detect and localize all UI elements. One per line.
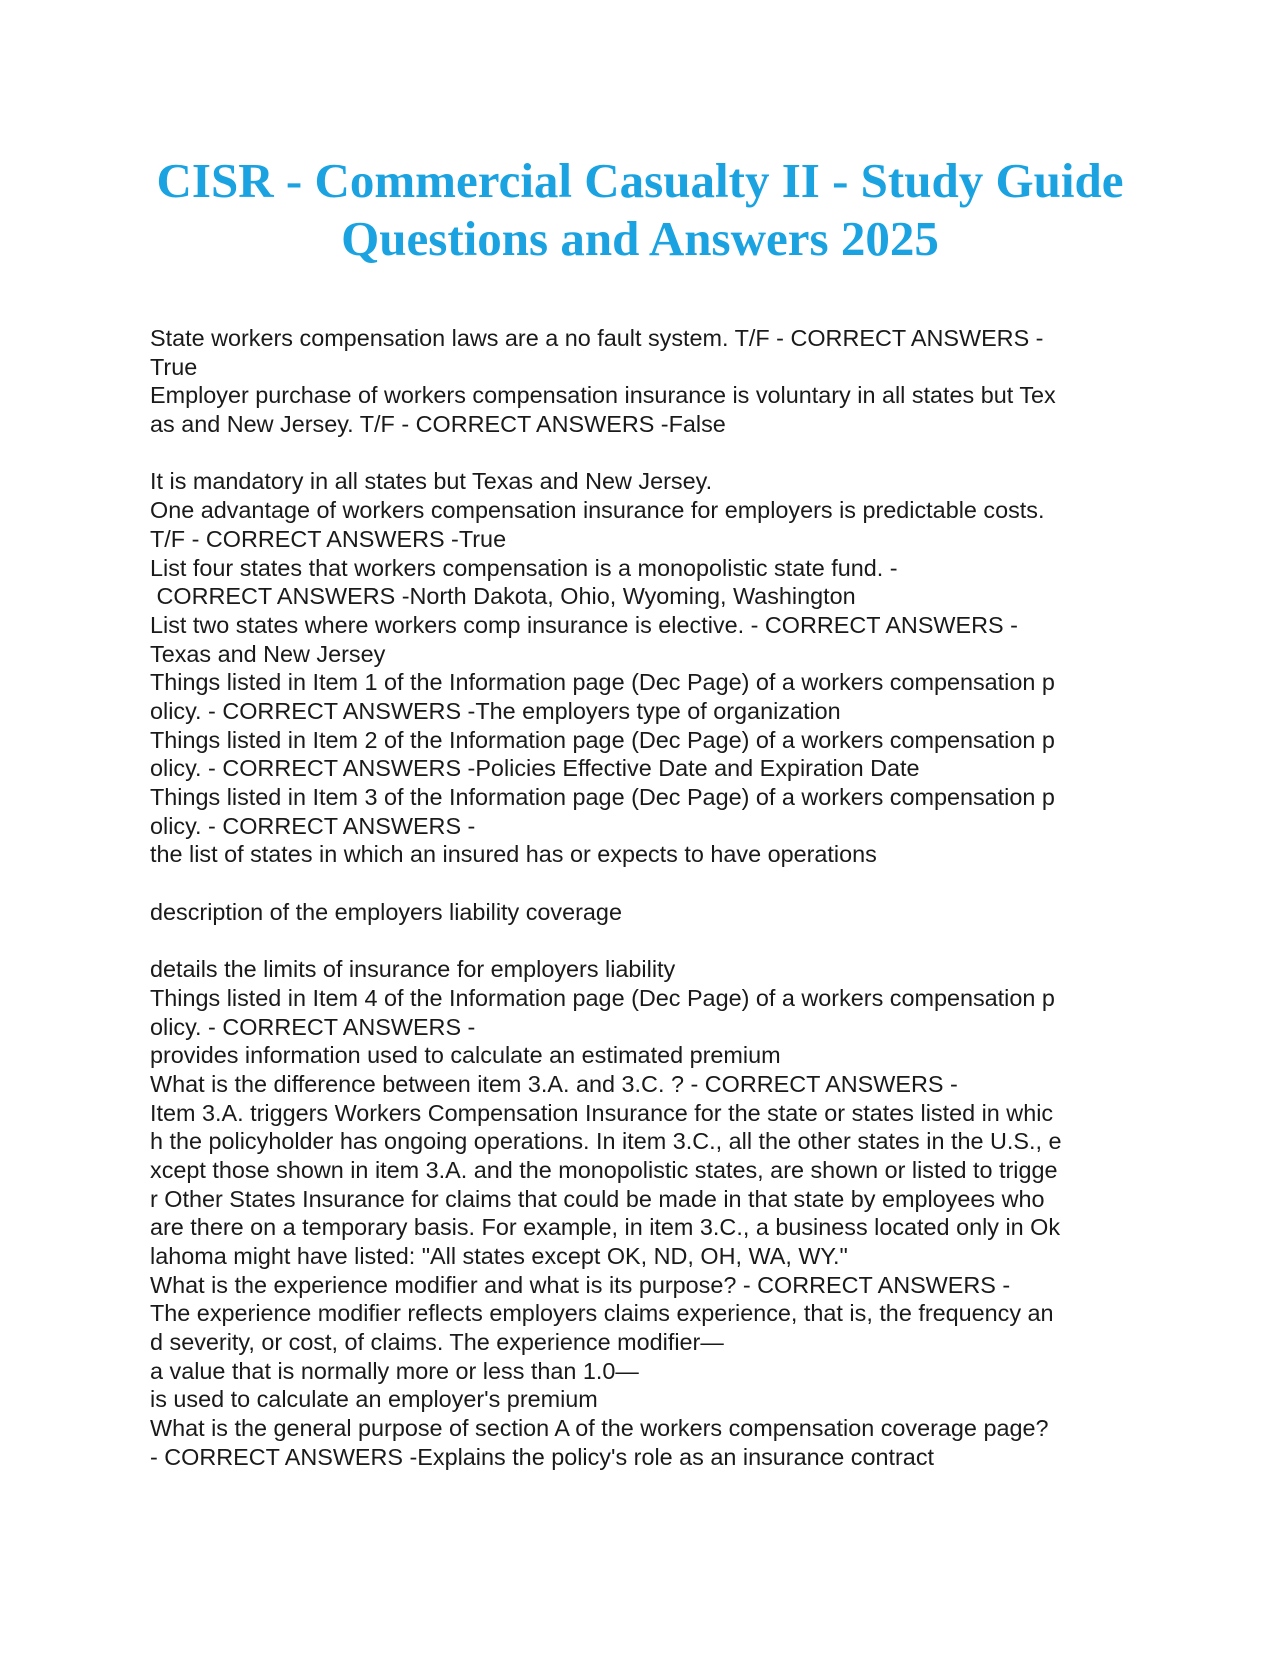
text-line: as and New Jersey. T/F - CORRECT ANSWERS -False bbox=[150, 411, 726, 438]
text-line: d severity, or cost, of claims. The experience modifier— bbox=[150, 1329, 724, 1356]
text-line: olicy. - CORRECT ANSWERS - bbox=[150, 1013, 476, 1040]
text-line: List four states that workers compensation is a monopolistic state fund. - bbox=[150, 554, 898, 581]
text-line bbox=[150, 926, 1150, 955]
text-line: lahoma might have listed: "All states except OK, ND, OH, WA, WY." bbox=[150, 1243, 848, 1269]
text-line: Employer purchase of workers compensation insurance is voluntary in all states but Tex bbox=[150, 382, 1056, 409]
text-line: is used to calculate an employer's premium bbox=[150, 1386, 598, 1413]
document-title: CISR - Commercial Casualty II - Study Guide Questions and Answers 2025 bbox=[156, 153, 1124, 266]
text-line: h the policyholder has ongoing operations. In item 3.C., all the other states in the U.S., e bbox=[150, 1128, 1062, 1155]
text-line: provides information used to calculate an estimated premium bbox=[150, 1042, 781, 1069]
text-line: Things listed in Item 1 of the Information page (Dec Page) of a workers compensation p bbox=[150, 669, 1055, 696]
text-line: Things listed in Item 4 of the Information page (Dec Page) of a workers compensation p bbox=[150, 984, 1055, 1011]
text-line: State workers compensation laws are a no fault system. T/F - CORRECT ANSWERS - bbox=[150, 325, 1044, 351]
text-line: What is the general purpose of section A of the workers compensation coverage page? bbox=[150, 1415, 1049, 1442]
text-line: Texas and New Jersey bbox=[150, 640, 386, 667]
text-line: List two states where workers comp insurance is elective. - CORRECT ANSWERS - bbox=[150, 611, 1018, 638]
text-line: a value that is normally more or less than 1.0— bbox=[150, 1357, 639, 1384]
document-body bbox=[150, 324, 1150, 1472]
text-line: Things listed in Item 3 of the Information page (Dec Page) of a workers compensation p bbox=[150, 784, 1055, 810]
text-line: CORRECT ANSWERS -North Dakota, Ohio, Wyoming, Washington bbox=[150, 583, 856, 610]
text-line: the list of states in which an insured has or expects to have operations bbox=[150, 841, 877, 868]
text-line: xcept those shown in item 3.A. and the monopolistic states, are shown or listed to trigge bbox=[150, 1156, 1058, 1183]
text-line: details the limits of insurance for employers liability bbox=[150, 956, 676, 983]
text-line: What is the experience modifier and what is its purpose? - CORRECT ANSWERS - bbox=[150, 1271, 1011, 1298]
text-line: - CORRECT ANSWERS -Explains the policy's role as an insurance contract bbox=[150, 1443, 935, 1470]
text-line bbox=[150, 869, 1150, 898]
text-line: It is mandatory in all states but Texas and New Jersey. bbox=[150, 468, 713, 495]
text-line: olicy. - CORRECT ANSWERS -The employers type of organization bbox=[150, 697, 841, 724]
text-line: One advantage of workers compensation insurance for employers is predictable costs. bbox=[150, 497, 1045, 524]
text-line: olicy. - CORRECT ANSWERS - bbox=[150, 812, 476, 839]
text-line: are there on a temporary basis. For example, in item 3.C., a business located only in Ok bbox=[150, 1214, 1061, 1241]
text-line: description of the employers liability coverage bbox=[150, 898, 622, 925]
text-line: What is the difference between item 3.A. and 3.C. ? - CORRECT ANSWERS - bbox=[150, 1070, 958, 1097]
text-line: True bbox=[150, 353, 198, 380]
text-line: The experience modifier reflects employers claims experience, that is, the frequency an bbox=[150, 1300, 1054, 1327]
text-line bbox=[150, 439, 1150, 468]
text-line: r Other States Insurance for claims that could be made in that state by employees who bbox=[150, 1185, 1045, 1212]
text-line: Things listed in Item 2 of the Information page (Dec Page) of a workers compensation p bbox=[150, 726, 1055, 753]
text-line: Item 3.A. triggers Workers Compensation Insurance for the state or states listed in whic bbox=[150, 1099, 1054, 1126]
text-line: T/F - CORRECT ANSWERS -True bbox=[150, 525, 507, 552]
text-line: olicy. - CORRECT ANSWERS -Policies Effective Date and Expiration Date bbox=[150, 755, 920, 782]
